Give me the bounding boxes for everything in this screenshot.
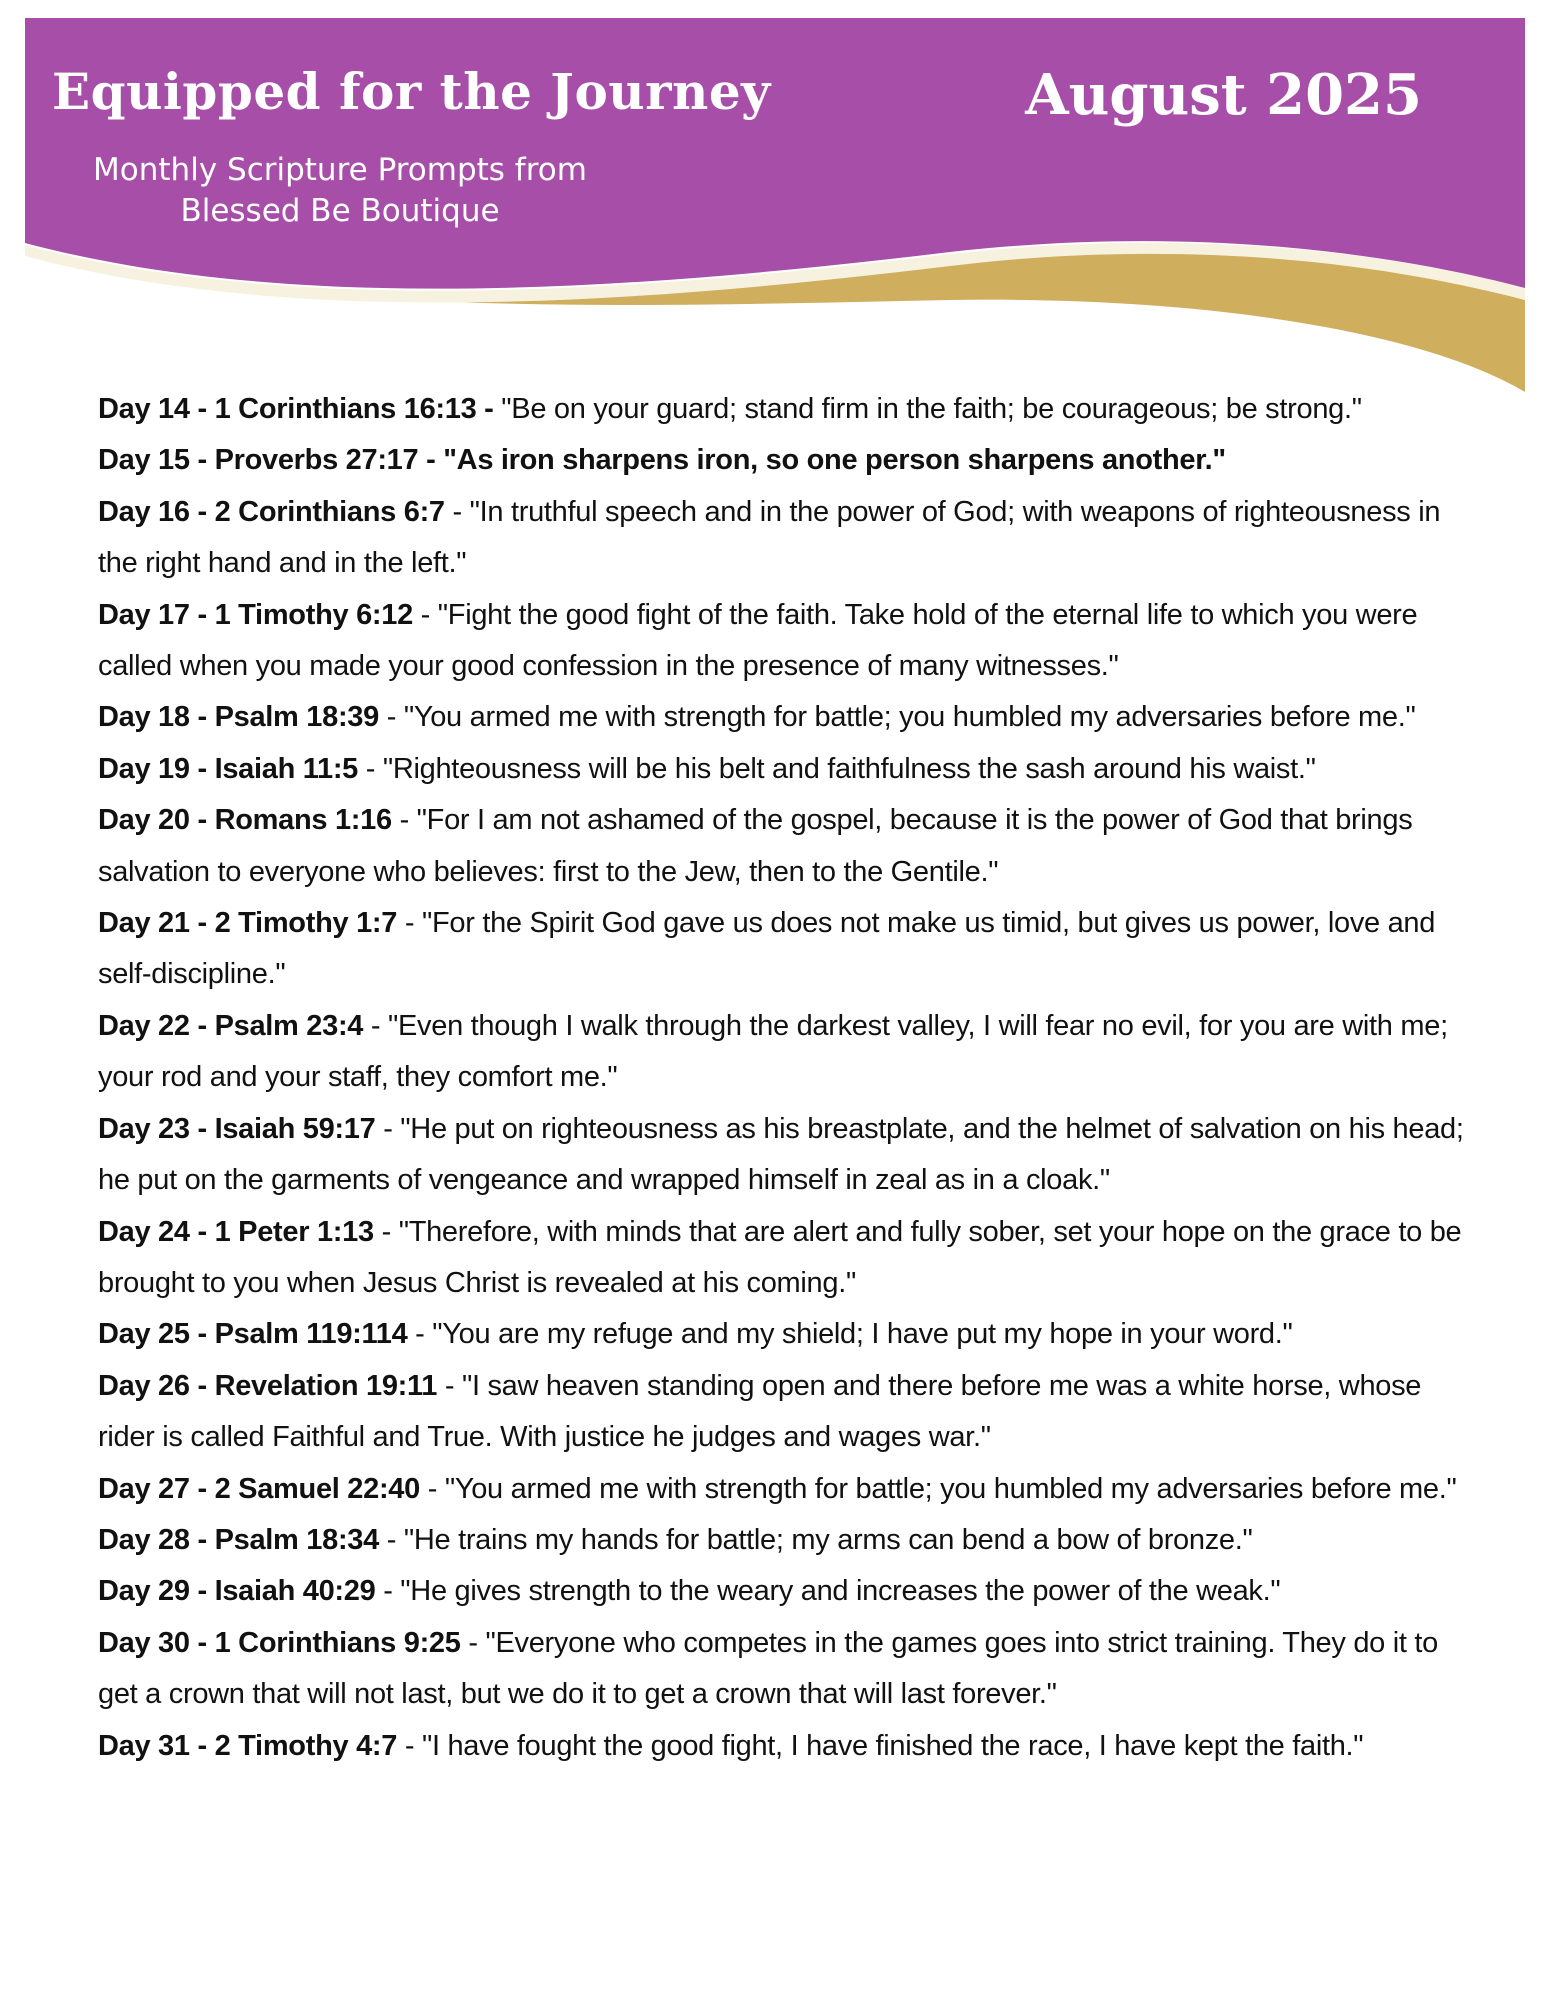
- entry-reference: Day 19 - Isaiah 11:5: [98, 752, 358, 785]
- entry-day-31: [98, 1721, 1478, 1772]
- entry-quote: - "Even though I walk through the darkest valley, I will fear no evil, for you are with me; your rod and your staff, they comfort me.": [98, 1009, 1448, 1094]
- entry-quote: - "He gives strength to the weary and increases the power of the weak.": [375, 1575, 1281, 1608]
- entry-reference: Day 24 - 1 Peter 1:13: [98, 1215, 374, 1248]
- entry-reference: Day 26 - Revelation 19:11: [98, 1369, 438, 1402]
- entry-quote: - "I saw heaven standing open and there before me was a white horse, whose rider is called Faithful and True. With justice he judges and wages war.": [98, 1369, 1422, 1454]
- entry-day-14: [98, 384, 1478, 435]
- entry-quote: - "He put on righteousness as his breastplate, and the helmet of salvation on his head; he put on the garments of vengeance and wrapped himself in zeal as in a cloak.": [98, 1112, 1464, 1197]
- entry-day-23: [98, 1104, 1478, 1207]
- entry-day-27: [98, 1464, 1478, 1515]
- header-banner: [0, 0, 1545, 400]
- entry-quote: - "You armed me with strength for battle; you humbled my adversaries before me.": [378, 701, 1416, 734]
- entry-quote: - "Therefore, with minds that are alert and fully sober, set your hope on the grace to be brought to you when Jesus Christ is revealed at his coming.": [98, 1215, 1462, 1299]
- entry-day-16: [98, 487, 1478, 590]
- entry-day-25: [98, 1309, 1478, 1360]
- entry-day-30: [98, 1618, 1478, 1721]
- scripture-list: [98, 384, 1478, 1772]
- entry-quote: - "In truthful speech and in the power of God; with weapons of righteousness in the right hand and in the left.": [98, 495, 1441, 580]
- entry-reference: Day 31 - 2 Timothy 4:7: [98, 1729, 398, 1762]
- subtitle-line-2: Blessed Be Boutique: [180, 193, 500, 229]
- entry-day-17: [98, 590, 1478, 693]
- entry-day-18: [98, 692, 1478, 743]
- page-title: Equipped for the Journey: [52, 62, 771, 121]
- entry-quote: - "I have fought the good fight, I have finished the race, I have kept the faith.": [397, 1729, 1364, 1762]
- entry-reference: Day 30 - 1 Corinthians 9:25: [98, 1626, 461, 1659]
- entry-quote: - "Everyone who competes in the games goes into strict training. They do it to get a crown that will not last, but we do it to get a crown that will last forever.": [98, 1626, 1438, 1711]
- entry-day-29: [98, 1566, 1478, 1617]
- entry-day-20: [98, 795, 1478, 898]
- entry-reference: Day 18 - Psalm 18:39: [98, 701, 379, 734]
- entry-day-28: [98, 1515, 1478, 1566]
- entry-quote: - "Righteousness will be his belt and faithfulness the sash around his waist.": [358, 752, 1316, 785]
- entry-quote: - "You armed me with strength for battle; you humbled my adversaries before me.": [419, 1472, 1457, 1505]
- entry-day-21: [98, 898, 1478, 1001]
- entry-reference: Day 29 - Isaiah 40:29: [98, 1575, 376, 1608]
- entry-quote: - "Fight the good fight of the faith. Take hold of the eternal life to which you were called when you made your good confession in the presence of many witnesses.": [98, 598, 1418, 683]
- entry-day-22: [98, 1001, 1478, 1104]
- entry-quote: - "You are my refuge and my shield; I have put my hope in your word.": [407, 1318, 1293, 1351]
- entry-day-24: [98, 1207, 1478, 1310]
- entry-quote: "Be on your guard; stand firm in the faith; be courageous; be strong.": [493, 393, 1362, 425]
- entry-reference: Day 25 - Psalm 119:114: [98, 1318, 408, 1351]
- subtitle-line-1: Monthly Scripture Prompts from: [93, 152, 587, 188]
- month-label: August 2025: [1025, 62, 1422, 128]
- entry-reference: Day 17 - 1 Timothy 6:12: [98, 598, 413, 631]
- entry-quote: - "For I am not ashamed of the gospel, because it is the power of God that brings salvation to everyone who believes: first to the Jew, then to the Gentile.": [98, 804, 1413, 888]
- entry-reference: Day 22 - Psalm 23:4: [98, 1009, 364, 1042]
- entry-reference: Day 20 - Romans 1:16: [98, 804, 392, 837]
- entry-reference: Day 23 - Isaiah 59:17: [98, 1112, 376, 1145]
- entry-day-15: [98, 435, 1478, 486]
- entry-day-19: [98, 744, 1478, 795]
- entry-quote: - "For the Spirit God gave us does not make us timid, but gives us power, love and self-discipline.": [98, 907, 1436, 991]
- entry-reference: Day 15 - Proverbs 27:17 -: [98, 444, 436, 477]
- entry-reference: Day 21 - 2 Timothy 1:7: [98, 907, 398, 940]
- entry-reference: Day 14 - 1 Corinthians 16:13 -: [98, 393, 494, 425]
- entry-reference: Day 27 - 2 Samuel 22:40: [98, 1472, 420, 1505]
- entry-quote: - "He trains my hands for battle; my arms can bend a bow of bronze.": [378, 1523, 1253, 1556]
- entry-reference: Day 16 - 2 Corinthians 6:7: [98, 495, 445, 528]
- subtitle: [60, 150, 620, 232]
- entry-day-26: [98, 1361, 1478, 1464]
- entry-quote: "As iron sharpens iron, so one person sharpens another.": [435, 444, 1226, 477]
- entry-reference: Day 28 - Psalm 18:34: [98, 1523, 379, 1556]
